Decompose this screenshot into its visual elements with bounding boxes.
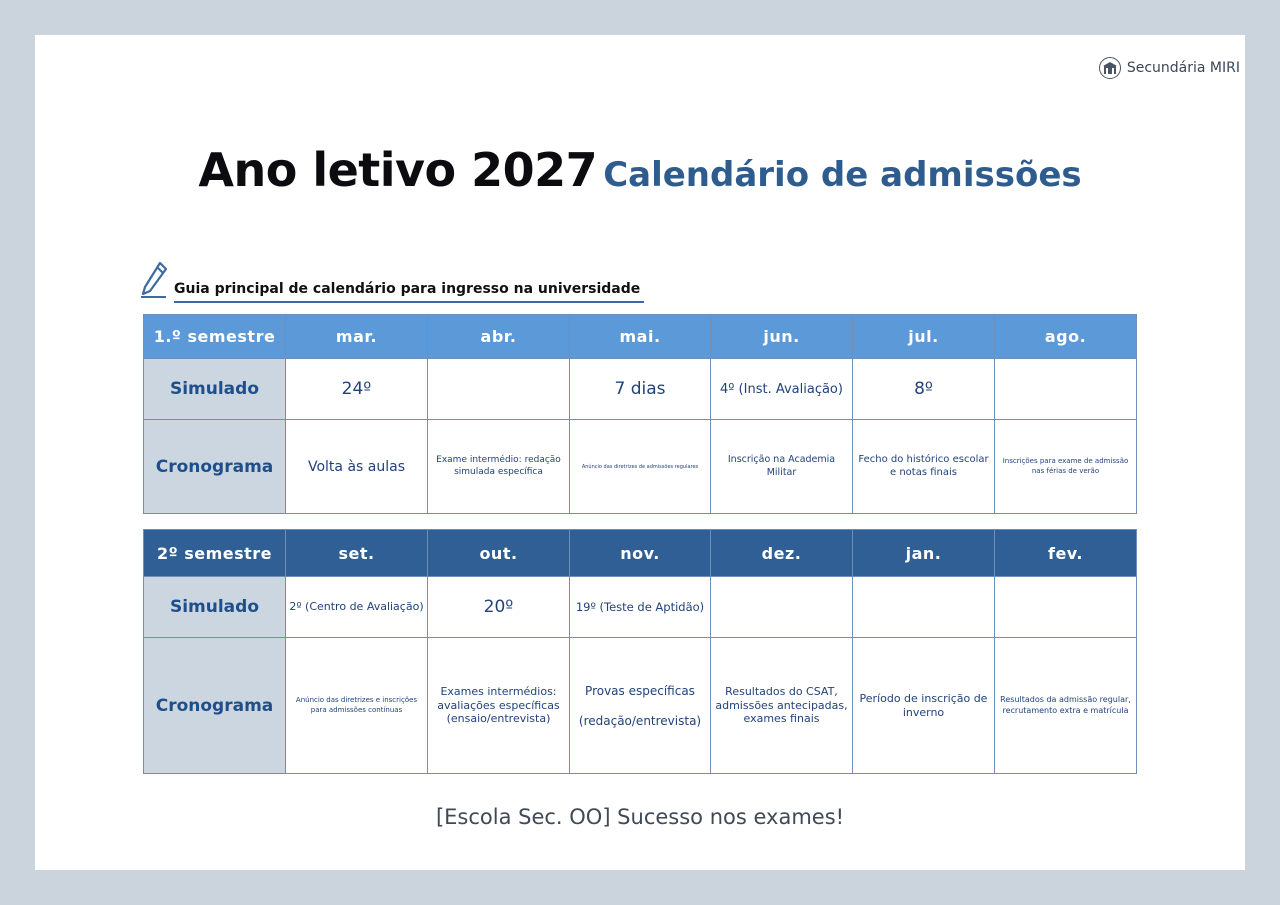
semester1-header-row <box>144 315 1137 359</box>
cronograma-cell: Fecho do histórico escolar e notas finais <box>853 420 995 514</box>
cronograma-cell: Anúncio das diretrizes de admissões regulares <box>570 420 711 514</box>
cronograma-cell: Resultados da admissão regular, recrutamento extra e matrícula <box>995 638 1137 774</box>
month-header: ago. <box>995 315 1137 359</box>
simulado-cell <box>853 577 995 638</box>
guide-heading <box>140 261 644 303</box>
semester1-label: 1.º semestre <box>144 315 286 359</box>
semester2-cronograma-row <box>144 638 1137 774</box>
cronograma-cell: Exames intermédios: avaliações específicas (ensaio/entrevista) <box>428 638 570 774</box>
month-header: jan. <box>853 530 995 577</box>
month-header: set. <box>286 530 428 577</box>
simulado-cell: 4º (Inst. Avaliação) <box>711 359 853 420</box>
semester1-cronograma-row <box>144 420 1137 514</box>
row-label-cronograma: Cronograma <box>144 638 286 774</box>
guide-text: Guia principal de calendário para ingresso na universidade <box>174 281 644 303</box>
semester2-label: 2º semestre <box>144 530 286 577</box>
title-main: Ano letivo 2027 <box>198 143 598 197</box>
month-header: jun. <box>711 315 853 359</box>
month-header: dez. <box>711 530 853 577</box>
simulado-cell: 7 dias <box>570 359 711 420</box>
month-header: mar. <box>286 315 428 359</box>
simulado-cell: 8º <box>853 359 995 420</box>
brand-name: Secundária MIRI <box>1126 60 1240 76</box>
simulado-cell <box>711 577 853 638</box>
month-header: fev. <box>995 530 1137 577</box>
cronograma-cell: Inscrição na Academia Militar <box>711 420 853 514</box>
month-header: jul. <box>853 315 995 359</box>
simulado-cell <box>995 577 1137 638</box>
semester1-simulado-row <box>144 359 1137 420</box>
month-header: out. <box>428 530 570 577</box>
simulado-cell <box>995 359 1137 420</box>
school-building-icon <box>1099 57 1121 79</box>
cronograma-cell: Anúncio das diretrizes e inscrições para admissões contínuas <box>286 638 428 774</box>
semester2-table <box>143 529 1137 774</box>
brand <box>1099 57 1240 79</box>
simulado-cell: 2º (Centro de Avaliação) <box>286 577 428 638</box>
pencil-icon <box>140 261 168 303</box>
cronograma-cell: Exame intermédio: redação simulada específica <box>428 420 570 514</box>
row-label-cronograma: Cronograma <box>144 420 286 514</box>
row-label-simulado: Simulado <box>144 359 286 420</box>
cronograma-cell: Volta às aulas <box>286 420 428 514</box>
semester2-header-row <box>144 530 1137 577</box>
semester2-simulado-row <box>144 577 1137 638</box>
month-header: abr. <box>428 315 570 359</box>
simulado-cell: 20º <box>428 577 570 638</box>
month-header: mai. <box>570 315 711 359</box>
simulado-cell: 24º <box>286 359 428 420</box>
cronograma-cell: Período de inscrição de inverno <box>853 638 995 774</box>
cronograma-cell: Resultados do CSAT, admissões antecipadas, exames finais <box>711 638 853 774</box>
semester1-table <box>143 314 1137 514</box>
row-label-simulado: Simulado <box>144 577 286 638</box>
title-sub: Calendário de admissões <box>603 155 1082 195</box>
month-header: nov. <box>570 530 711 577</box>
cronograma-cell: Inscrições para exame de admissão nas férias de verão <box>995 420 1137 514</box>
simulado-cell <box>428 359 570 420</box>
simulado-cell: 19º (Teste de Aptidão) <box>570 577 711 638</box>
cronograma-cell: Provas específicas (redação/entrevista) <box>570 638 711 774</box>
footer-slogan: [Escola Sec. OO] Sucesso nos exames! <box>435 805 845 829</box>
page-title <box>35 143 1245 197</box>
calendar-sheet <box>35 35 1245 870</box>
